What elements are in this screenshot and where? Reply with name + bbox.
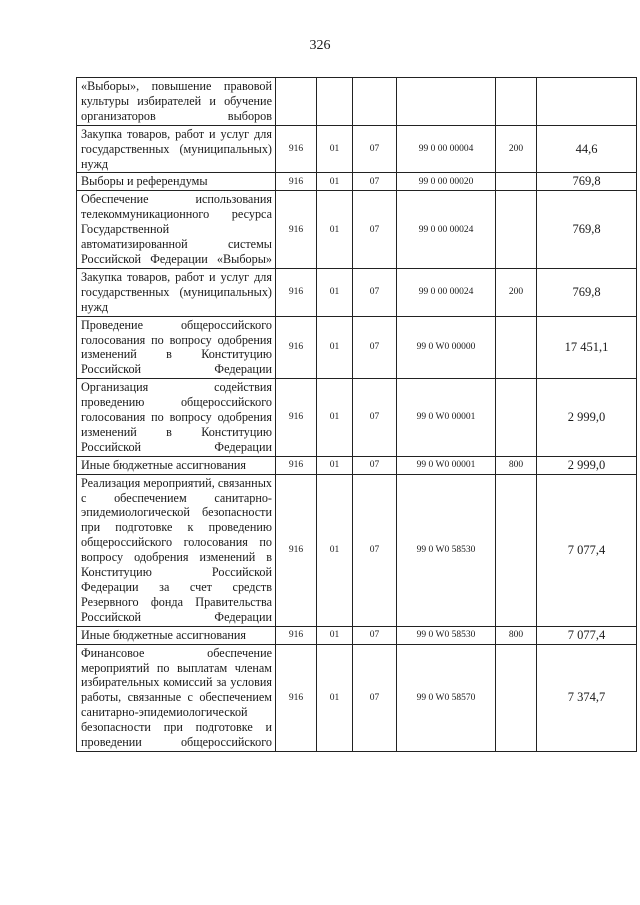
table-row [77,78,637,126]
ministry-code-cell: 916 [276,268,317,316]
expense-type-code-cell [496,644,537,751]
target-article-code-cell: 99 0 W0 58570 [397,644,496,751]
ministry-code-cell: 916 [276,644,317,751]
ministry-code-cell: 916 [276,125,317,173]
subsection-code-cell: 07 [353,125,397,173]
row-name-cell: Организация содействия проведению общероссийского голосования по вопросу одобрения изменений в Конституцию Российской Федерации [77,379,276,457]
row-name-cell: Финансовое обеспечение мероприятий по выплатам членам избирательных комиссий за условия работы, связанные с обеспечением санитарно-эпидемиологической безопасности при подготовке и проведении общероссийского [77,644,276,751]
target-article-code-cell: 99 0 W0 00001 [397,379,496,457]
row-name-cell: Выборы и референдумы [77,173,276,191]
ministry-code-cell: 916 [276,474,317,626]
table-row [77,173,637,191]
subsection-code-cell: 07 [353,474,397,626]
table-row [77,644,637,751]
row-name-cell: Закупка товаров, работ и услуг для государственных (муниципальных) нужд [77,268,276,316]
ministry-code-cell: 916 [276,173,317,191]
ministry-code-cell: 916 [276,379,317,457]
section-code-cell: 01 [317,191,353,269]
table-row [77,268,637,316]
amount-cell: 17 451,1 [537,316,637,379]
amount-cell: 7 077,4 [537,474,637,626]
target-article-code-cell: 99 0 W0 58530 [397,474,496,626]
section-code-cell: 01 [317,644,353,751]
subsection-code-cell: 07 [353,626,397,644]
target-article-code-cell: 99 0 00 00024 [397,268,496,316]
ministry-code-cell [276,78,317,126]
expense-type-code-cell [496,379,537,457]
target-article-code-cell: 99 0 W0 00001 [397,456,496,474]
expense-type-code-cell [496,191,537,269]
subsection-code-cell: 07 [353,644,397,751]
table-row [77,125,637,173]
subsection-code-cell: 07 [353,316,397,379]
expense-type-code-cell: 800 [496,456,537,474]
expense-type-code-cell [496,316,537,379]
section-code-cell: 01 [317,379,353,457]
expense-type-code-cell: 200 [496,268,537,316]
table-row [77,379,637,457]
amount-cell: 7 077,4 [537,626,637,644]
expense-type-code-cell: 800 [496,626,537,644]
table-row [77,456,637,474]
subsection-code-cell: 07 [353,456,397,474]
target-article-code-cell: 99 0 W0 58530 [397,626,496,644]
amount-cell: 2 999,0 [537,456,637,474]
section-code-cell: 01 [317,125,353,173]
ministry-code-cell: 916 [276,316,317,379]
amount-cell [537,78,637,126]
ministry-code-cell: 916 [276,456,317,474]
amount-cell: 2 999,0 [537,379,637,457]
section-code-cell [317,78,353,126]
expense-type-code-cell [496,173,537,191]
subsection-code-cell [353,78,397,126]
row-name-cell: «Выборы», повышение правовой культуры избирателей и обучение организаторов выборов [77,78,276,126]
table-row [77,474,637,626]
ministry-code-cell: 916 [276,626,317,644]
section-code-cell: 01 [317,626,353,644]
section-code-cell: 01 [317,173,353,191]
section-code-cell: 01 [317,456,353,474]
expense-type-code-cell: 200 [496,125,537,173]
amount-cell: 769,8 [537,191,637,269]
row-name-cell: Реализация мероприятий, связанных с обеспечением санитарно-эпидемиологической безопасности при подготовке к проведению общероссийского голосования по вопросу одобрения изменений в Конституцию Российской Федерации за счет средств Резервного фонда Правительства Российской Федерации [77,474,276,626]
subsection-code-cell: 07 [353,173,397,191]
target-article-code-cell: 99 0 00 00024 [397,191,496,269]
target-article-code-cell: 99 0 W0 00000 [397,316,496,379]
subsection-code-cell: 07 [353,268,397,316]
budget-table [76,77,637,752]
table-row [77,626,637,644]
row-name-cell: Проведение общероссийского голосования по вопросу одобрения изменений в Конституцию Российской Федерации [77,316,276,379]
amount-cell: 7 374,7 [537,644,637,751]
target-article-code-cell: 99 0 00 00020 [397,173,496,191]
expense-type-code-cell [496,78,537,126]
row-name-cell: Обеспечение использования телекоммуникационного ресурса Государственной автоматизированной системы Российской Федерации «Выборы» [77,191,276,269]
row-name-cell: Иные бюджетные ассигнования [77,626,276,644]
amount-cell: 769,8 [537,268,637,316]
subsection-code-cell: 07 [353,191,397,269]
section-code-cell: 01 [317,268,353,316]
section-code-cell: 01 [317,316,353,379]
row-name-cell: Иные бюджетные ассигнования [77,456,276,474]
amount-cell: 769,8 [537,173,637,191]
expense-type-code-cell [496,474,537,626]
table-row [77,316,637,379]
subsection-code-cell: 07 [353,379,397,457]
page-number: 326 [309,38,331,53]
ministry-code-cell: 916 [276,191,317,269]
section-code-cell: 01 [317,474,353,626]
target-article-code-cell [397,78,496,126]
table-row [77,191,637,269]
row-name-cell: Закупка товаров, работ и услуг для государственных (муниципальных) нужд [77,125,276,173]
target-article-code-cell: 99 0 00 00004 [397,125,496,173]
amount-cell: 44,6 [537,125,637,173]
